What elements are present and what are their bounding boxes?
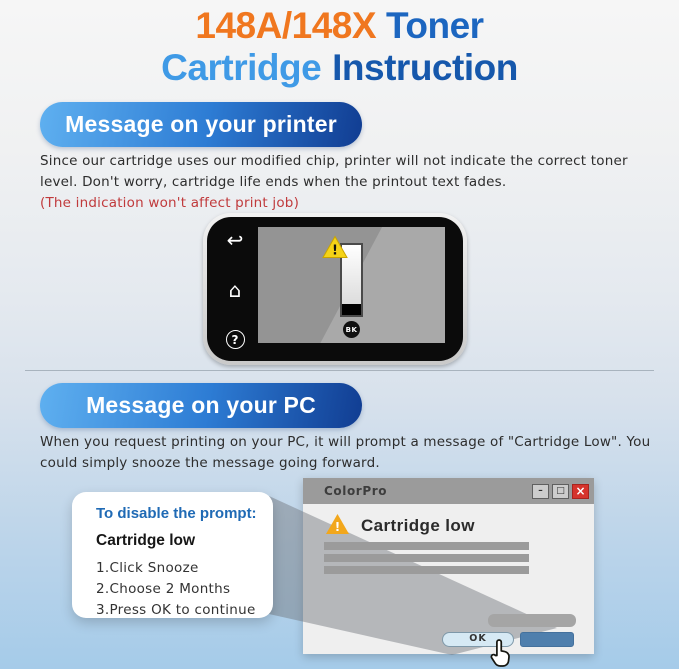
- printer-panel-illustration: [203, 213, 467, 365]
- dialog-titlebar: [303, 478, 594, 504]
- title-cartridge-text: Cartridge: [161, 47, 322, 88]
- callout-steps: [96, 558, 263, 621]
- help-icon[interactable]: ?: [226, 330, 245, 349]
- snooze-dropdown-placeholder[interactable]: [488, 614, 576, 627]
- page-title: [0, 5, 679, 89]
- maximize-button[interactable]: □: [552, 484, 569, 499]
- back-icon[interactable]: ↩: [226, 228, 244, 252]
- minimize-button[interactable]: –: [532, 484, 549, 499]
- badge-message-on-printer: Message on your printer: [40, 102, 362, 147]
- title-instruction-text: Instruction: [332, 47, 518, 88]
- title-line-1: [0, 5, 679, 47]
- callout-step-2: 2.Choose 2 Months: [96, 581, 231, 597]
- section-divider: [25, 370, 654, 371]
- title-model-text: 148A/148X: [195, 5, 377, 46]
- printer-section-body: Since our cartridge uses our modified chip, printer will not indicate the correct toner level. Don't worry, cartridge life ends when the printout text fades.: [40, 153, 628, 190]
- callout-title: To disable the prompt:: [96, 505, 257, 522]
- svg-text:!: !: [334, 520, 341, 534]
- secondary-button-placeholder[interactable]: [520, 632, 574, 647]
- hand-cursor-icon: [486, 638, 514, 669]
- callout-step-1: 1.Click Snooze: [96, 560, 199, 576]
- colorpro-dialog-window: [303, 478, 594, 654]
- pc-section-body: When you request printing on your PC, it will prompt a message of "Cartridge Low". You could simply snooze the message going forward.: [40, 434, 651, 471]
- toner-warning-icon: [322, 235, 348, 263]
- printer-screen: [258, 227, 445, 343]
- dialog-warning-row: [325, 513, 475, 539]
- title-toner-text: Toner: [386, 5, 484, 46]
- placeholder-text-bar: [324, 566, 529, 574]
- placeholder-text-bar: [324, 542, 529, 550]
- toner-level-fill: [342, 304, 361, 315]
- ok-button[interactable]: OK: [442, 632, 514, 647]
- badge-message-on-pc: Message on your PC: [40, 383, 362, 428]
- disable-prompt-callout: [72, 492, 273, 618]
- home-icon[interactable]: ⌂: [228, 278, 242, 302]
- dialog-title: ColorPro: [324, 484, 388, 498]
- svg-text:!: !: [332, 243, 338, 259]
- dialog-message: Cartridge low: [361, 516, 475, 535]
- callout-subtitle: Cartridge low: [96, 532, 196, 549]
- warning-triangle-icon: [325, 513, 350, 539]
- window-controls: [532, 484, 589, 499]
- printer-panel-icons: [207, 217, 257, 361]
- toner-bk-label: BK: [343, 321, 360, 338]
- callout-step-3: 3.Press OK to continue: [96, 602, 256, 618]
- printer-section-note: (The indication won't affect print job): [40, 195, 300, 211]
- title-line-2: [0, 47, 679, 89]
- placeholder-text-bar: [324, 554, 529, 562]
- printer-panel-bezel: [207, 217, 463, 361]
- close-button[interactable]: ×: [572, 484, 589, 499]
